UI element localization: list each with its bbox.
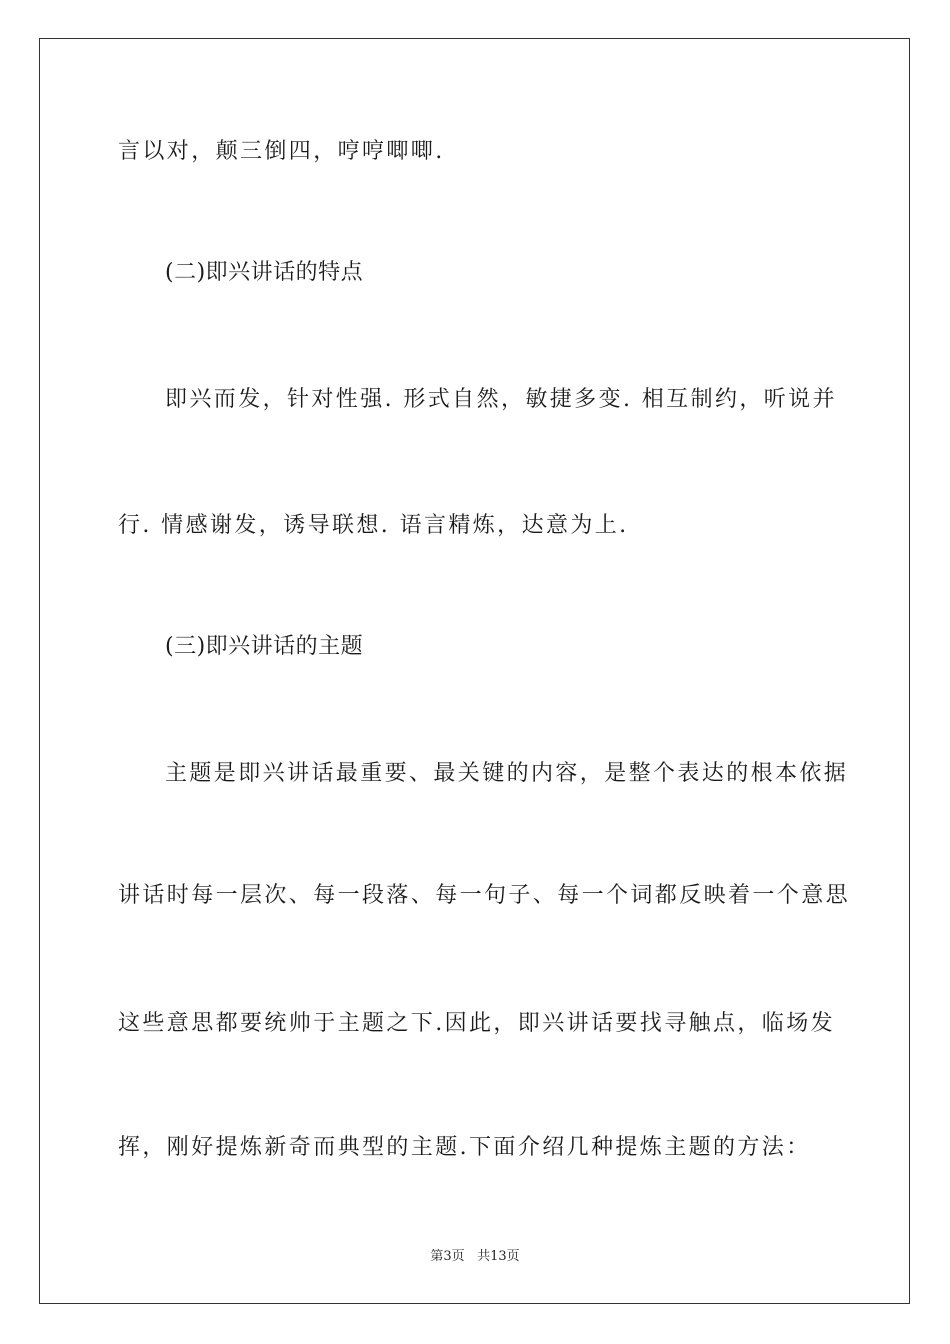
- page-footer: [0, 1248, 950, 1266]
- section-heading-3: (三)即兴讲话的主题: [165, 634, 364, 659]
- page-number: 第3页: [430, 1249, 465, 1264]
- page-total: 共13页: [477, 1249, 520, 1264]
- text-line-4: 行. 情感谢发，诱导联想. 语言精炼，达意为上.: [118, 513, 629, 538]
- section-heading-2: (二)即兴讲话的特点: [165, 260, 364, 285]
- text-line-6: 主题是即兴讲话最重要、最关键的内容，是整个表达的根本依据: [165, 761, 849, 786]
- text-line-9: 挥，刚好提炼新奇而典型的主题.下面介绍几种提炼主题的方法：: [118, 1135, 811, 1160]
- text-line-7: 讲话时每一层次、每一段落、每一句子、每一个词都反映着一个意思: [118, 883, 851, 908]
- text-line-8: 这些意思都要统帅于主题之下.因此，即兴讲话要找寻触点，临场发: [118, 1011, 835, 1036]
- page-border: [39, 38, 910, 1304]
- text-line-1: 言以对，颠三倒四，哼哼唧唧.: [118, 139, 445, 164]
- text-line-3: 即兴而发，针对性强. 形式自然，敏捷多变. 相互制约，听说并: [165, 387, 837, 412]
